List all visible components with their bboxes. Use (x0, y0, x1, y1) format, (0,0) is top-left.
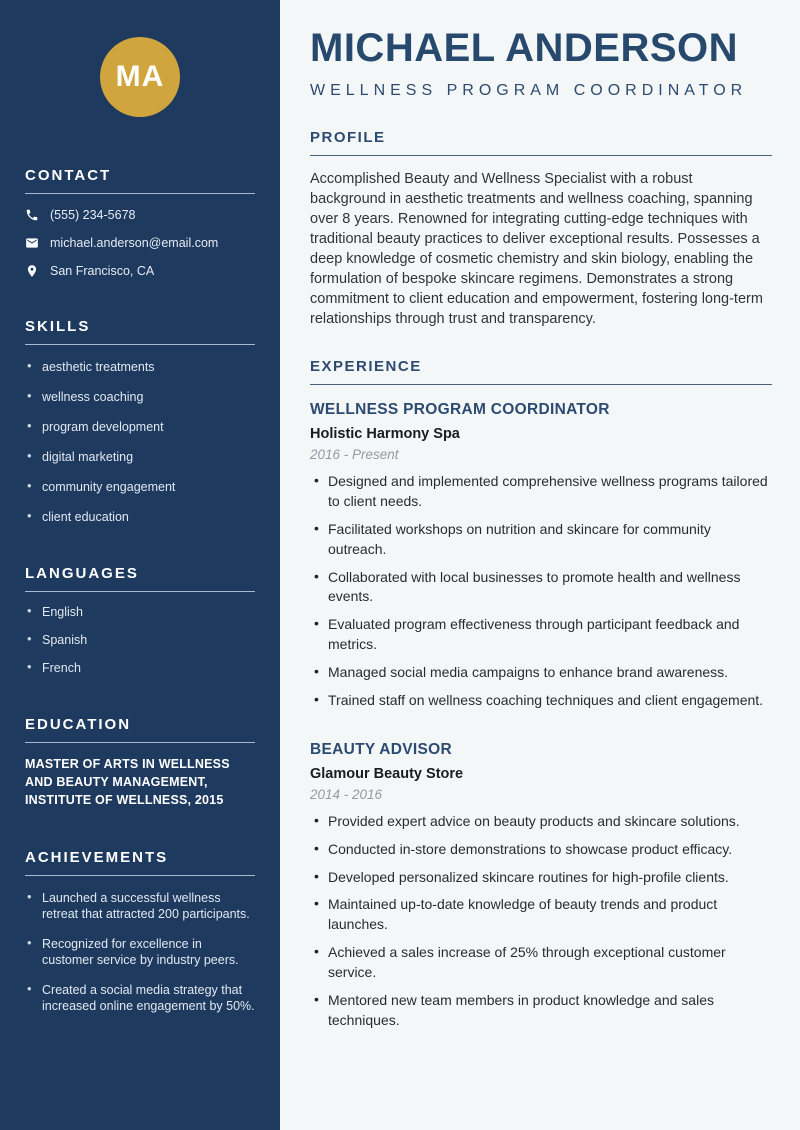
job-dates: 2016 - Present (310, 447, 399, 462)
location-icon (25, 264, 39, 278)
person-name: MICHAEL ANDERSON (310, 26, 739, 70)
skill-item: • aesthetic treatments (25, 359, 255, 375)
sidebar (0, 0, 280, 1130)
job-company: Holistic Harmony Spa (310, 426, 460, 442)
job-bullet: • Evaluated program effectiveness through participant feedback and metrics. (310, 615, 772, 655)
job-bullet: • Provided expert advice on beauty products and skincare solutions. (310, 812, 772, 832)
achievement-item: • Launched a successful wellness retreat that attracted 200 participants. (25, 890, 255, 922)
achievement-item: • Recognized for excellence in customer service by industry peers. (25, 936, 255, 968)
skill-item: • wellness coaching (25, 389, 255, 405)
skills-heading: SKILLS (25, 318, 255, 345)
contact-text: San Francisco, CA (50, 264, 155, 278)
education-heading: EDUCATION (25, 716, 255, 743)
job-bullet: • Developed personalized skincare routines for high-profile clients. (310, 868, 772, 888)
experience-section (310, 358, 772, 1031)
job-bullets (310, 812, 772, 1031)
skill-item: • community engagement (25, 479, 255, 495)
skill-item: • digital marketing (25, 449, 255, 465)
skill-item: • client education (25, 509, 255, 525)
achievements-section (25, 849, 255, 1014)
experience-heading: EXPERIENCE (310, 358, 772, 385)
skills-list (25, 359, 255, 525)
job-company: Glamour Beauty Store (310, 765, 464, 782)
contact-text: michael.anderson@email.com (50, 236, 219, 250)
contact-item (25, 236, 255, 250)
languages-heading: LANGUAGES (25, 565, 255, 592)
job-block (310, 401, 772, 711)
profile-text: Accomplished Beauty and Wellness Specialist with a robust background in aesthetic treatments and wellness coaching, spanning over 8 years. Renowned for integrating cutting-edge techniques with traditional beauty practices to deliver exceptional results. Possesses a deep knowledge of cosmetic chemistry and skin biology, enabling the formulation of bespoke skincare regimens. Demonstrates a strong commitment to client education and empowerment, fostering long-term relationships through trust and transparency. (310, 171, 763, 327)
skill-item: • program development (25, 419, 255, 435)
avatar (100, 37, 180, 117)
job-bullet: • Designed and implemented comprehensive wellness programs tailored to client needs. (310, 472, 772, 512)
skills-section (25, 318, 255, 525)
avatar-initials: MA (115, 60, 165, 93)
achievements-heading: ACHIEVEMENTS (25, 849, 255, 876)
job-bullets (310, 472, 772, 711)
job-bullet: • Conducted in-store demonstrations to showcase product efficacy. (310, 840, 772, 860)
job-bullet: • Maintained up-to-date knowledge of beauty trends and product launches. (310, 895, 772, 935)
education-degree: MASTER OF ARTS IN WELLNESS AND BEAUTY MANAGEMENT, INSTITUTE OF WELLNESS, 2015 (25, 757, 230, 807)
job-bullet: • Collaborated with local businesses to promote health and wellness events. (310, 568, 772, 608)
achievements-list (25, 890, 255, 1014)
contact-text: (555) 234-5678 (50, 208, 136, 222)
email-icon (25, 236, 39, 250)
profile-heading: PROFILE (310, 129, 772, 156)
person-title: WELLNESS PROGRAM COORDINATOR (310, 82, 748, 99)
job-block (310, 741, 772, 1031)
achievement-item: • Created a social media strategy that increased online engagement by 50%. (25, 982, 255, 1014)
job-title: BEAUTY ADVISOR (310, 740, 452, 758)
languages-list (25, 604, 255, 676)
job-bullet: • Mentored new team members in product knowledge and sales techniques. (310, 991, 772, 1031)
jobs-container (310, 401, 772, 1031)
contact-section (25, 167, 255, 278)
main-content (280, 0, 800, 1130)
job-bullet: • Achieved a sales increase of 25% through exceptional customer service. (310, 943, 772, 983)
language-item: • French (25, 660, 255, 676)
job-title: WELLNESS PROGRAM COORDINATOR (310, 401, 610, 418)
education-section (25, 716, 255, 809)
contact-list (25, 208, 255, 278)
profile-section (310, 129, 772, 329)
contact-item (25, 264, 255, 278)
job-bullet: • Managed social media campaigns to enhance brand awareness. (310, 663, 772, 683)
contact-heading: CONTACT (25, 167, 255, 194)
job-bullet: • Trained staff on wellness coaching techniques and client engagement. (310, 691, 772, 711)
language-item: • English (25, 604, 255, 620)
languages-section (25, 565, 255, 676)
job-dates: 2014 - 2016 (310, 786, 383, 802)
language-item: • Spanish (25, 632, 255, 648)
job-bullet: • Facilitated workshops on nutrition and skincare for community outreach. (310, 520, 772, 560)
phone-icon (25, 208, 39, 222)
contact-item (25, 208, 255, 222)
